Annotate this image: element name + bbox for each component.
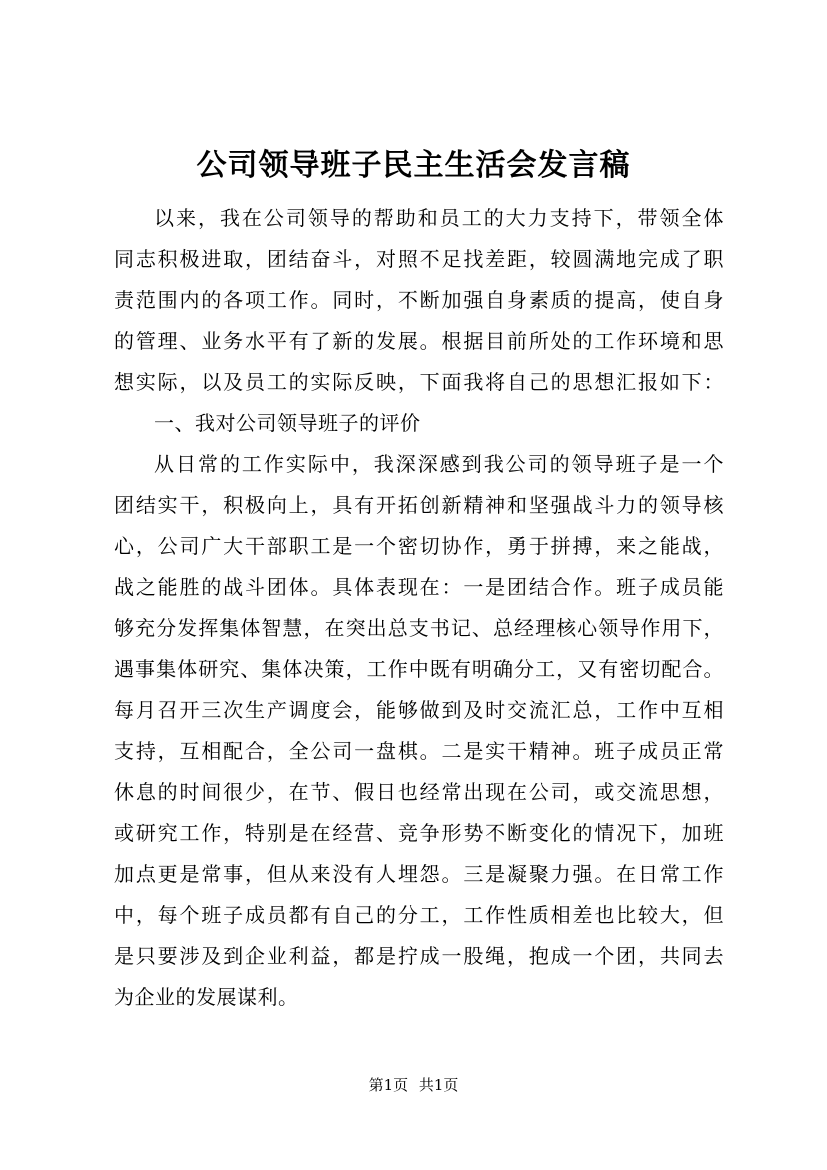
document-title: 公司领导班子民主生活会发言稿	[196, 148, 631, 183]
document-body	[114, 198, 724, 1018]
page-total: 共1页	[418, 1076, 459, 1094]
body-line: 从日常的工作实际中，我深深感到我公司的领导班子是一个	[154, 452, 724, 476]
body-line: 或研究工作，特别是在经营、竞争形势不断变化的情况下，加班	[114, 821, 724, 845]
body-line: 的管理、业务水平有了新的发展。根据目前所处的工作环境和思	[114, 329, 724, 353]
body-line: 遇事集体研究、集体决策，工作中既有明确分工，又有密切配合。	[114, 657, 724, 681]
body-line: 心，公司广大干部职工是一个密切协作，勇于拼搏，来之能战，	[114, 534, 724, 558]
body-line: 想实际，以及员工的实际反映，下面我将自己的思想汇报如下：	[114, 370, 724, 394]
body-line: 同志积极进取，团结奋斗，对照不足找差距，较圆满地完成了职	[114, 247, 724, 271]
body-line: 支持，互相配合，全公司一盘棋。二是实干精神。班子成员正常	[114, 739, 724, 763]
body-line: 加点更是常事，但从来没有人埋怨。三是凝聚力强。在日常工作	[114, 862, 724, 886]
page-number: 第1页	[368, 1076, 409, 1094]
body-line: 战之能胜的战斗团体。具体表现在：一是团结合作。班子成员能	[114, 575, 724, 599]
body-line: 每月召开三次生产调度会，能够做到及时交流汇总，工作中互相	[114, 698, 724, 722]
body-line: 为企业的发展谋利。	[114, 985, 299, 1009]
body-line: 休息的时间很少，在节、假日也经常出现在公司，或交流思想，	[114, 780, 724, 804]
body-line: 中，每个班子成员都有自己的分工，工作性质相差也比较大，但	[114, 903, 724, 927]
body-line: 团结实干，积极向上，具有开拓创新精神和坚强战斗力的领导核	[114, 493, 724, 517]
body-line: 够充分发挥集体智慧，在突出总支书记、总经理核心领导作用下，	[114, 616, 724, 640]
page-footer	[0, 1075, 827, 1095]
body-line: 以来，我在公司领导的帮助和员工的大力支持下，带领全体	[154, 206, 724, 230]
body-line: 责范围内的各项工作。同时，不断加强自身素质的提高，使自身	[114, 288, 724, 312]
body-line: 是只要涉及到企业利益，都是拧成一股绳，抱成一个团，共同去	[114, 944, 724, 968]
section-heading: 一、我对公司领导班子的评价	[154, 411, 421, 435]
